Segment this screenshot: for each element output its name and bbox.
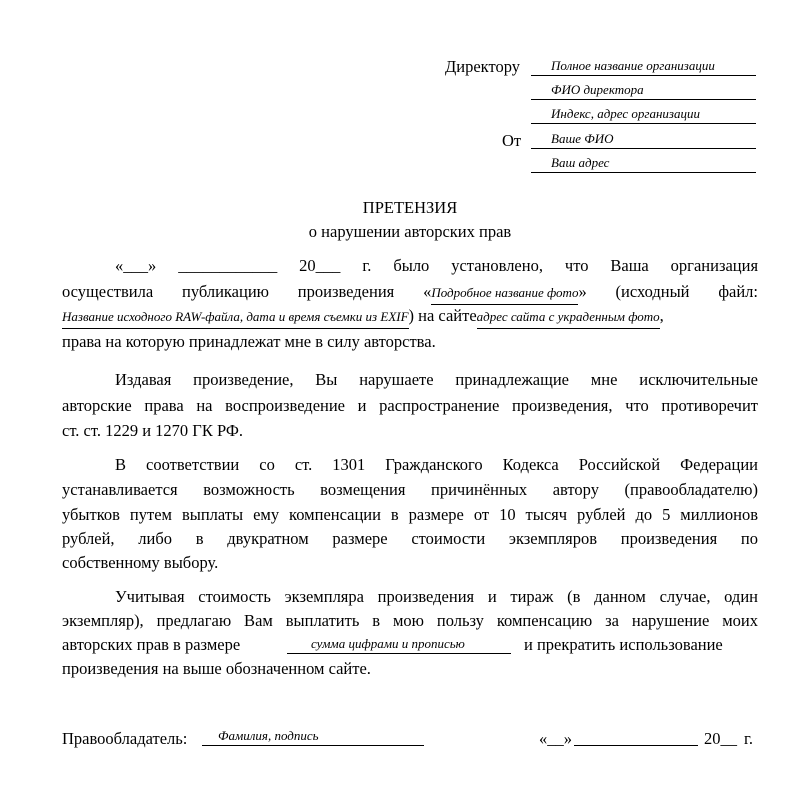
sign-date-year[interactable]: 20__ [704, 729, 737, 748]
para4-line4: произведения на выше обозначенном сайте. [62, 659, 371, 678]
para4-line3-b: и прекратить использование [524, 635, 723, 654]
amount-text: сумма цифрами и прописью [311, 636, 465, 651]
director-name-field[interactable] [531, 79, 756, 100]
amount-field[interactable] [287, 633, 511, 654]
para1-line3-mid: ) на сайте [408, 306, 477, 325]
document-subtitle: о нарушении авторских прав [308, 222, 512, 241]
your-name-field[interactable] [531, 128, 756, 149]
para3-line3: убытков путем выплаты ему компенсации в размере от 10 тысяч рублей до 5 миллионов [62, 505, 758, 524]
para1-line1-text: г. было установлено, что Ваша организация [362, 256, 759, 275]
from-label: От [502, 131, 522, 150]
date-day-blank[interactable]: «___» [115, 256, 157, 275]
your-address-field[interactable] [531, 152, 756, 173]
para3-line1: В соответствии со ст. 1301 Гражданского Кодекса Российской Федерации [115, 455, 758, 474]
your-address-text: Ваш адрес [551, 155, 610, 170]
para1-line2-a: осуществила публикацию произведения « [62, 282, 432, 301]
to-label: Директору [445, 57, 520, 76]
para3-line4: рублей, либо в двукратном размере стоимости экземпляров произведения по [62, 529, 758, 548]
para4-line1: Учитывая стоимость экземпляра произведения и тираж (в данном случае, один [115, 587, 758, 606]
photo-title-field[interactable]: Подробное название фото [431, 282, 578, 305]
para1-line2 [62, 281, 758, 305]
para2-line1: Издавая произведение, Вы нарушаете принадлежащие мне исключительные [115, 370, 758, 389]
sign-date-day[interactable]: «__» [539, 729, 572, 748]
para1-line2-b: » (исходный файл: [578, 282, 758, 301]
director-name-text: ФИО директора [551, 82, 644, 97]
site-field[interactable]: адрес сайта с украденным фото [477, 306, 660, 329]
signature-hint: Фамилия, подпись [218, 728, 319, 743]
org-address-field[interactable] [531, 103, 756, 124]
para2-line2: авторские права на воспроизведение и распространение произведения, что противоречит [62, 396, 758, 415]
para4-line3-a: авторских прав в размере [62, 635, 241, 654]
org-name-field[interactable] [531, 55, 756, 76]
signature-field[interactable] [202, 725, 424, 746]
your-name-text: Ваше ФИО [551, 131, 614, 146]
document-title: ПРЕТЕНЗИЯ [362, 198, 458, 217]
para4-line2: экземпляр), предлагаю Вам выплатить в мою пользу компенсацию за нарушение моих [62, 611, 758, 630]
date-month-blank[interactable]: ____________ [178, 256, 278, 275]
para2-line3: ст. ст. 1229 и 1270 ГК РФ. [62, 421, 244, 440]
para3-line5: собственному выбору. [62, 553, 219, 572]
para1-line1 [115, 255, 758, 277]
para3-line2: устанавливается возможность возмещения причинённых автору (правообладателю) [62, 480, 758, 499]
org-name-text: Полное название организации [551, 58, 715, 73]
rightholder-label: Правообладатель: [62, 729, 188, 748]
sign-date-month-field[interactable] [574, 725, 698, 746]
org-address-text: Индекс, адрес организации [551, 106, 700, 121]
date-year-blank[interactable]: 20___ [299, 256, 341, 275]
sign-date-suffix: г. [744, 729, 754, 748]
para1-line3 [62, 305, 758, 329]
para1-line4: права на которую принадлежат мне в силу авторства. [62, 332, 436, 351]
raw-file-field[interactable]: Название исходного RAW-файла, дата и время съемки из EXIF [62, 306, 409, 329]
para1-line3-end: , [659, 306, 664, 325]
